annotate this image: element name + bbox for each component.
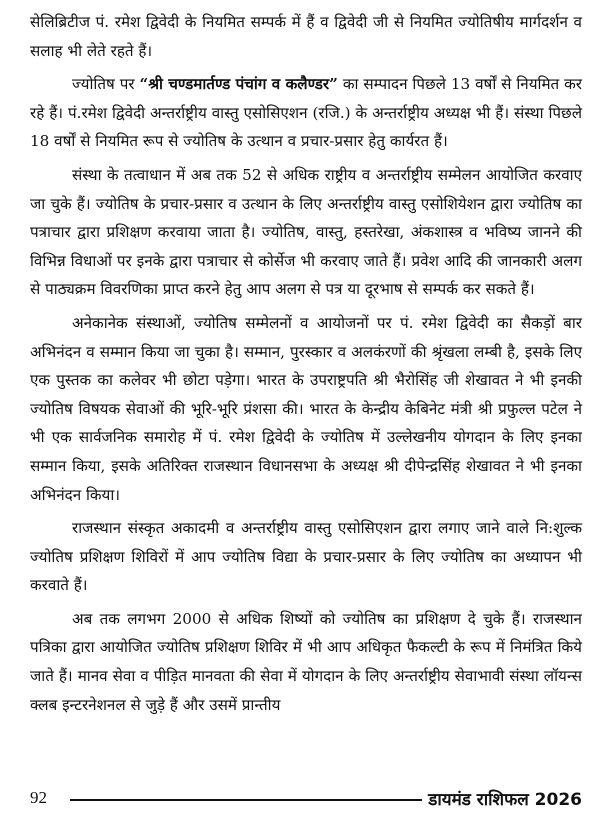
body-text — [30, 8, 582, 724]
page-footer — [30, 784, 582, 812]
paragraph-p3 — [30, 161, 582, 304]
paragraph-text: राजस्थान संस्कृत अकादमी व अन्तर्राष्ट्रीय वास्तु एसोसिएशन द्वारा लगाए जाने वाले नि:शुल्क ज्योतिष प्रशिक्षण शिविरों में आप ज्योतिष विद्या के प्रचार-प्रसार के लिए ज्योतिष का अध्यापन भी करवाते हैं। — [30, 519, 582, 595]
paragraph-text: ज्योतिष पर — [72, 75, 140, 94]
paragraph-text: का सम्पादन पिछले 13 वर्षों से नियमित कर रहे हैं। पं.रमेश द्विवेदी अन्तर्राष्ट्रीय वास्तु एसोसिएशन (रजि.) के अन्तर्राष्ट्रीय अध्यक्ष भी हैं। संस्था पिछले 18 वर्षों से नियमित रूप से ज्योतिष के उत्थान व प्रचार-प्रसार हेतु कार्यरत हैं। — [30, 75, 583, 151]
running-title: डायमंड राशिफल 2026 — [428, 789, 582, 810]
paragraph-text: अब तक लगभग 2000 से अधिक शिष्यों को ज्योतिष का प्रशिक्षण दे चुके हैं। राजस्थान पत्रिका द्वारा आयोजित ज्योतिष प्रशिक्षण शिविर में भी आप अधिकृत फैकल्टी के रूप में निमंत्रित किये जाते हैं। मानव सेवा व पीड़ित मानवता की सेवा में योगदान के लिए अन्तर्राष्ट्रीय सेवाभावी संस्था लॉयन्स क्लब इन्टरनेशनल से जुड़े हैं और उसमें प्रान्तीय — [30, 609, 582, 714]
paragraph-p4 — [30, 309, 582, 509]
paragraph-p2 — [30, 70, 582, 156]
page-number: 92 — [30, 788, 47, 807]
paragraph-text: सेलिब्रिटीज पं. रमेश द्विवेदी के नियमित सम्पर्क में हैं व द्विवेदी जी से नियमित ज्योतिषीय मार्गदर्शन व सलाह भी लेते रहते हैं। — [30, 13, 582, 60]
paragraph-text: संस्था के तत्वाधान में अब तक 52 से अधिक राष्ट्रीय व अन्तर्राष्ट्रीय सम्मेलन आयोजित करवाए जा चुके हैं। ज्योतिष के प्रचार-प्रसार व उत्थान के लिए अन्तर्राष्ट्रीय वास्तु एसोशियेशन द्वारा ज्योतिष का पत्राचार द्वारा प्रशिक्षण करवाया जाता है। ज्योतिष, वास्तु, हस्तरेखा, अंकशास्त्र व भविष्य जानने की विभिन्न विधाओं पर इनके द्वारा पत्राचार से कोर्सेज भी करवाए जाते हैं। प्रवेश आदि की जानकारी अलग से पाठ्यक्रम विवरणिका प्राप्त करने हेतु आप अलग से पत्र या दूरभाष से सम्पर्क कर सकते हैं। — [30, 165, 582, 299]
paragraph-p5 — [30, 514, 582, 600]
paragraph-p1 — [30, 8, 582, 65]
footer-rule — [70, 799, 422, 801]
bold-title-text: “श्री चण्डमार्तण्ड पंचांग व कलैण्डर” — [139, 75, 338, 94]
paragraph-p6 — [30, 605, 582, 719]
paragraph-text: अनेकानेक संस्थाओं, ज्योतिष सम्मेलनों व आयोजनों पर पं. रमेश द्विवेदी का सैकड़ों बार अभिनंदन व सम्मान किया जा चुका है। सम्मान, पुरस्कार व अलकंरणों की श्रृंखला लम्बी है, इसके लिए एक पुस्तक का कलेवर भी छोटा पड़ेगा। भारत के उपराष्ट्रपति श्री भैरोसिंह जी शेखावत ने भी इनकी ज्योतिष विषयक सेवाओं की भूरि-भूरि प्रंशसा की। भारत के केन्द्रीय केबिनेट मंत्री श्री प्रफुल्ल पटेल ने भी एक सार्वजनिक समारोह में पं. रमेश द्विवेदी के ज्योतिष में उल्लेखनीय योगदान के लिए इनका सम्मान किया, इसके अतिरिक्त राजस्थान विधानसभा के अध्यक्ष श्री दीपेन्द्रसिंह शेखावत ने भी इनका अभिनंदन किया। — [30, 313, 582, 504]
